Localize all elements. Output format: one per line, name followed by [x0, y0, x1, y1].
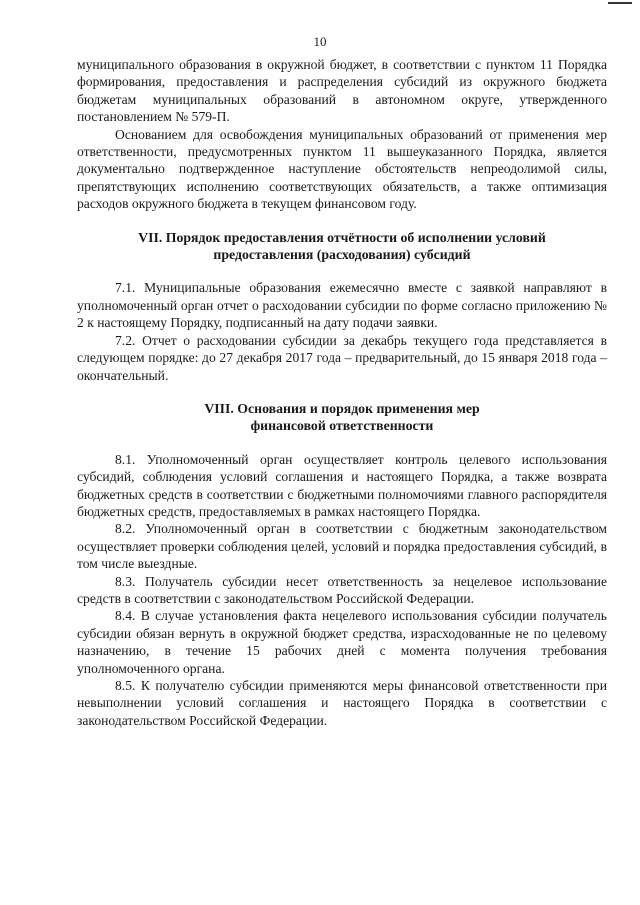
paragraph-8-3: 8.3. Получатель субсидии несет ответственность за нецелевое использование средств в соответствии с законодательством Российской Федерации.: [77, 573, 607, 606]
paragraph-8-5: 8.5. К получателю субсидии применяются меры финансовой ответственности при невыполнении условий соглашения и настоящего Порядка в соответствии с законодательством Российской Федерации.: [77, 678, 607, 728]
paragraph-8-2: 8.2. Уполномоченный орган в соответствии с бюджетным законодательством осуществляет проверки соблюдения целей, условий и порядка предоставления субсидий, в том числе выездные.: [77, 521, 607, 572]
paragraph-8-4: 8.4. В случае установления факта нецелевого использования субсидии получатель субсидии обязан вернуть в окружной бюджет средства, израсходованные не по целевому назначению, в течение 15 рабочих дней с момента получения требования уполномоченного органа.: [77, 608, 607, 676]
section-8-heading-line1: VIII. Основания и порядок применения мер: [204, 400, 480, 416]
corner-mark: [608, 2, 632, 4]
paragraph-7-1: 7.1. Муниципальные образования ежемесячно вместе с заявкой направляют в уполномоченный орган отчет о расходовании субсидии по форме согласно приложению № 2 к настоящему Порядку, подписанный на дату подачи заявки.: [77, 280, 607, 331]
section-7-heading: [77, 229, 607, 264]
section-7-heading-line1: VII. Порядок предоставления отчётности об исполнении условий: [138, 229, 546, 245]
section-8-heading-line2: финансовой ответственности: [250, 418, 434, 434]
section-8-heading: [77, 400, 607, 435]
paragraph-exemption-grounds: Основанием для освобождения муниципальных образований от применения мер ответственности, предусмотренных пунктом 11 вышеуказанного Порядка, является документально подтвержденное наступление обстоятельств непреодолимой силы, препятствующих исполнению соответствующих обязательств, а также оптимизация расходов окружного бюджета в текущем финансовом году.: [77, 126, 607, 212]
section-7-heading-line2: предоставления (расходования) субсидий: [213, 247, 471, 263]
paragraph-7-2: 7.2. Отчет о расходовании субсидии за декабрь текущего года представляется в следующем порядке: до 27 декабря 2017 года – предварительный, до 15 января 2018 года – окончательный.: [77, 332, 607, 383]
paragraph-8-1: 8.1. Уполномоченный орган осуществляет контроль целевого использования субсидий, соблюдения условий соглашения и настоящего Порядка, а также возврата бюджетных средств в соответствии с бюджетными полномочиями главного распорядителя бюджетных средств, предоставляемых в рамках настоящего Порядка.: [77, 451, 607, 519]
document-body: [77, 56, 607, 729]
page-number: 10: [313, 34, 327, 49]
paragraph-continuation: муниципального образования в окружной бюджет, в соответствии с пунктом 11 Порядка формирования, предоставления и распределения субсидий из окружного бюджета бюджетам муниципальных образований в автономном округе, утвержденного постановлением № 579-П.: [77, 57, 607, 125]
